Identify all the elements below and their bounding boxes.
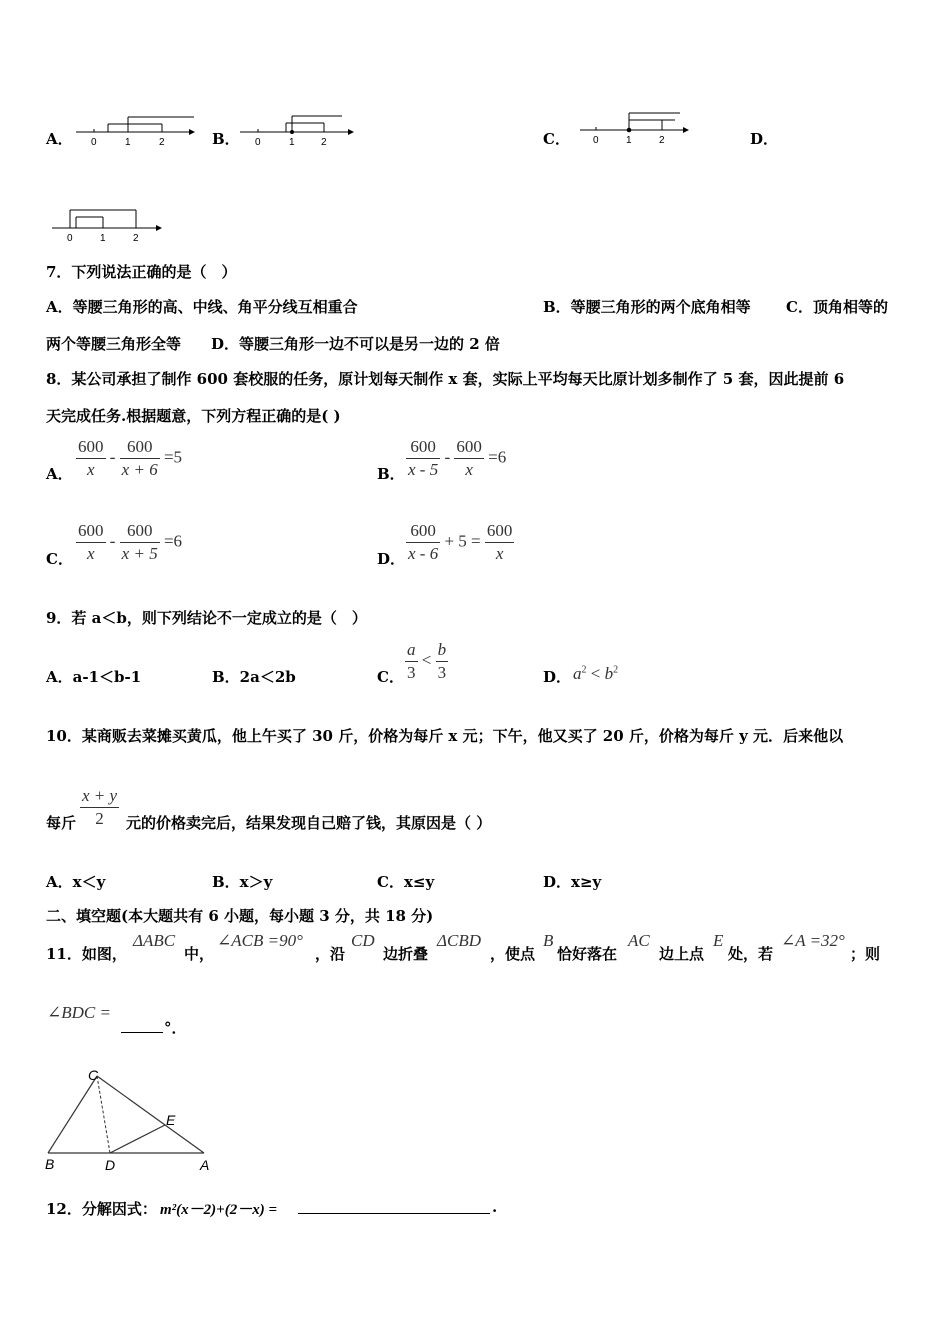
q8-option-b-equation: $\frac{600}{x - 5}$ - $\frac{600}{x}$ =6 (408, 437, 507, 479)
q7-option-c-part1: C．顶角相等的 (786, 298, 888, 316)
q11-math-ac: AC (628, 931, 650, 950)
q9-option-c-label: C． (377, 668, 404, 686)
q11-math-angle-acb: ∠ACB =90° (217, 931, 303, 950)
q8-option-c-label: C． (46, 550, 73, 568)
q12-answer-blank[interactable] (298, 1201, 490, 1214)
q9-option-a: A．a-1＜b-1 (46, 668, 142, 686)
q8-option-d-equation: $\frac{600}{x - 6}$ + 5 = $\frac{600}{x}$ (408, 521, 513, 563)
q12-stem: 12．分解因式： (46, 1200, 157, 1218)
section-2-heading: 二、填空题(本大题共有 6 小题，每小题 3 分，共 18 分) (46, 907, 434, 925)
tick-0: 0 (255, 137, 261, 148)
q6-option-d-label: D． (750, 130, 779, 148)
tick-0: 0 (67, 233, 73, 244)
q6-option-a-number-line (74, 112, 199, 152)
q6-option-b-number-line (238, 112, 363, 152)
q11-answer-blank[interactable] (121, 1020, 163, 1033)
q11-text-4: 边折叠 (383, 945, 429, 963)
q7-option-c-part2: 两个等腰三角形全等 (46, 335, 182, 353)
q12-end: . (492, 1198, 498, 1216)
q7-option-b: B．等腰三角形的两个底角相等 (543, 298, 751, 316)
point-d-label: D (105, 1157, 116, 1173)
tick-1: 1 (100, 233, 106, 244)
q8-option-a-label: A． (46, 465, 73, 483)
tick-2: 2 (321, 137, 327, 148)
q11-math-b: B (543, 931, 554, 950)
q8-stem-line2: 天完成任务.根据题意，下列方程正确的是( ) (46, 407, 341, 425)
q6-option-c-number-line (578, 108, 698, 148)
q11-text-8: 处，若 (728, 945, 774, 963)
q11-text-2: 中， (184, 945, 215, 963)
tick-2: 2 (133, 233, 139, 244)
q8-option-d-label: D． (377, 550, 406, 568)
q9-stem: 9．若 a＜b，则下列结论不一定成立的是（ ） (46, 609, 367, 627)
q11-math-triangle-abc: ΔABC (133, 931, 176, 950)
q12-expression: m²(x－2)+(2－x) = (160, 1202, 277, 1218)
q9-option-d-label: D． (543, 668, 572, 686)
q11-text-5: ，使点 (490, 945, 536, 963)
q8-option-c-equation: $\frac{600}{x}$ - $\frac{600}{x + 5}$ =6 (78, 521, 183, 563)
q11-text-6: 恰好落在 (557, 945, 618, 963)
q8-option-b-label: B． (377, 465, 405, 483)
q8-stem-line1: 8．某公司承担了制作 600 套校服的任务，原计划每天制作 x 套，实际上平均每天比原计划多制作了 5 套，因此提前 6 (46, 370, 845, 388)
q11-math-triangle-cbd: ΔCBD (437, 931, 481, 950)
q10-option-b: B．x＞y (212, 873, 273, 891)
q9-option-d-inequality: $a^2 < b^2$ (573, 664, 619, 683)
q10-stem-pre: 每斤 (46, 814, 77, 832)
point-e-label: E (166, 1112, 176, 1128)
q6-option-b-label: B． (212, 130, 240, 148)
q9-option-b: B．2a＜2b (212, 668, 296, 686)
q10-price-fraction: $\frac{x + y}{2}$ (82, 786, 118, 828)
tick-1: 1 (626, 135, 632, 146)
tick-2: 2 (659, 135, 665, 146)
q11-tail: °． (164, 1019, 187, 1037)
point-a-label: A (200, 1157, 210, 1173)
q10-option-c: C．x≤y (377, 873, 435, 891)
q10-stem-post: 元的价格卖完后，结果发现自己赔了钱，其原因是（ ） (126, 814, 492, 832)
q6-option-d-number-line (50, 204, 170, 246)
tick-2: 2 (159, 137, 165, 148)
q11-math-e: E (713, 931, 724, 950)
point-c-label: C (88, 1067, 99, 1083)
point-b-label: B (45, 1156, 55, 1172)
q7-stem: 7．下列说法正确的是（ ） (46, 263, 237, 281)
tick-0: 0 (593, 135, 599, 146)
q11-text-9: ；则 (850, 945, 881, 963)
q8-option-a-equation: $\frac{600}{x}$ - $\frac{600}{x + 6}$ =5 (78, 437, 183, 479)
q11-math-angle-a: ∠A =32° (781, 931, 845, 950)
q7-option-d: D．等腰三角形一边不可以是另一边的 2 倍 (211, 335, 500, 353)
q11-text-7: 边上点 (659, 945, 705, 963)
q9-option-c-inequality: $\frac{a}{3}$ < $\frac{b}{3}$ (407, 640, 447, 682)
q11-math-cd: CD (351, 931, 375, 950)
q11-math-angle-bdc: ∠BDC = (47, 1003, 111, 1022)
q11-text-1: 11．如图， (46, 945, 127, 963)
q11-text-3: ，沿 (315, 945, 346, 963)
tick-1: 1 (125, 137, 131, 148)
q11-triangle-figure (40, 1062, 220, 1177)
q6-option-c-label: C． (543, 130, 570, 148)
tick-1: 1 (289, 137, 295, 148)
q10-option-a: A．x＜y (46, 873, 106, 891)
q10-option-d: D．x≥y (543, 873, 602, 891)
q10-stem-line1: 10．某商贩去菜摊买黄瓜，他上午买了 30 斤，价格为每斤 x 元；下午，他又买了 20 斤，价格为每斤 y 元．后来他以 (46, 727, 844, 745)
q7-option-a: A．等腰三角形的高、中线、角平分线互相重合 (46, 298, 358, 316)
q6-option-a-label: A． (46, 130, 73, 148)
tick-0: 0 (91, 137, 97, 148)
